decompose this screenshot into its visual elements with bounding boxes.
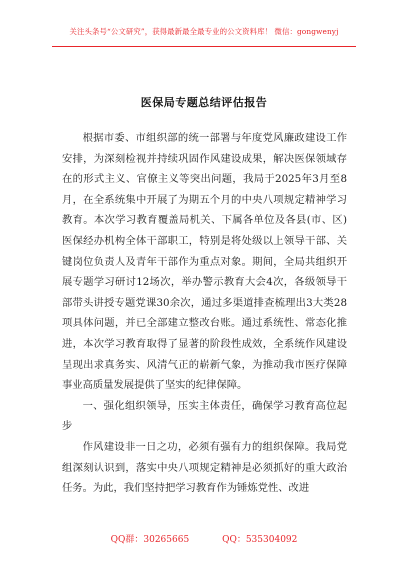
header-banner: 关注头条号“公文研究”，获得最新最全最专业的公文资料库！ 微信：gongwenyj (69, 27, 339, 36)
footer-qq: QQ：535304092 (222, 535, 298, 545)
section-paragraph: 作风建设非一日之功，必须有强有力的组织保障。我局党组深刻认识到，落实中央八项规定精神是必须抓好的重大政治任务。为此，我们坚持把学习教育作为锤炼党性、改进 (62, 440, 347, 495)
footer-qq-group: QQ群：30265665 (110, 535, 190, 545)
document-title: 医保局专题总结评估报告 (140, 96, 268, 109)
section-heading: 一、强化组织领导，压实主体责任，确保学习教育高位起步 (62, 399, 347, 433)
intro-paragraph: 根据市委、市组织部的统一部署与年度党风廉政建设工作安排，为深刻检视并持续巩固作风建设成果，解决医保领域存在的形式主义、官僚主义等突出问题，我局于2025年3月至8月，在全系统集中开展了为期五个月的中央八项规定精神学习教育。本次学习教育覆盖局机关、下属各单位及各县(市、区)医保经办机构全体干部职工，特别是将处级以上领导干部、关键岗位负责人及青年干部作为重点对象。期间，全局共组织开展专题学习研讨12场次，举办警示教育大会4次，各级领导干部带头讲授专题党课30余次，通过多渠道排查梳理出3大类28项具体问题，并已全部建立整改台账。通过系统性、常态化推进，本次学习教育取得了显著的阶段性成效，全系统作风建设呈现出求真务实、风清气正的崭新气象，为推动我市医疗保障事业高质量发展提供了坚实的纪律保障。 (62, 132, 347, 392)
document-body (62, 128, 347, 499)
footer-contact (0, 534, 408, 546)
header-divider (52, 46, 356, 47)
